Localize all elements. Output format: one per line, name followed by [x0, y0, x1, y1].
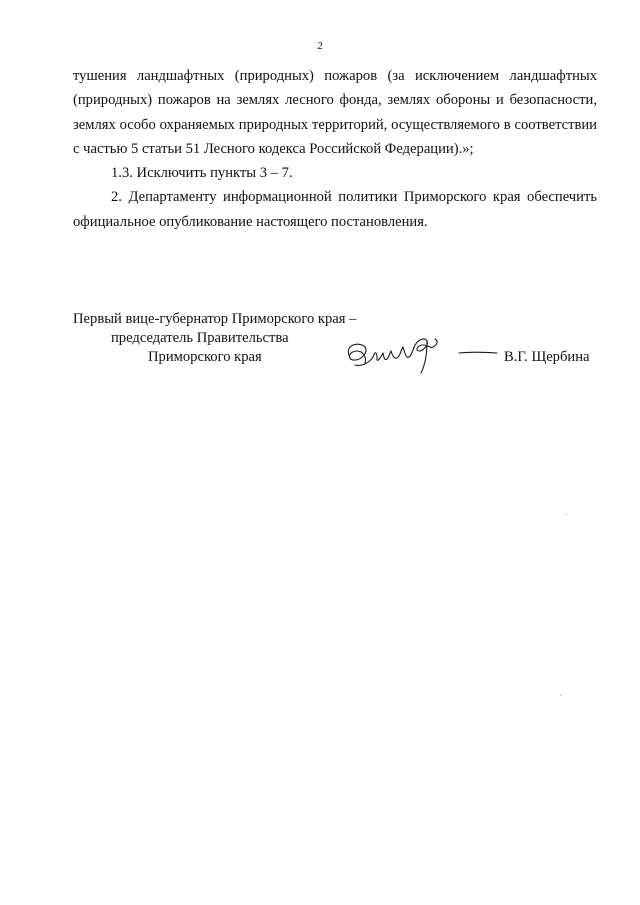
paragraph-item-2: 2. Департаменту информационной политики Приморского края обеспечить официальное опубликование настоящего постановления. [73, 189, 597, 230]
document-body [73, 64, 597, 234]
signer-title-line-1: Первый вице-губернатор Приморского края – [73, 311, 357, 327]
scan-speck [566, 514, 567, 515]
signature-block [73, 309, 597, 379]
paragraph-item-1-3: 1.3. Исключить пункты 3 – 7. [111, 165, 293, 182]
signer-name: В.Г. Щербина [504, 349, 590, 365]
signer-title-line-3: Приморского края [148, 349, 262, 365]
signer-title-line-2: председатель Правительства [111, 330, 289, 346]
handwritten-signature [343, 327, 503, 381]
page-number: 2 [317, 40, 323, 52]
paragraph-continuation: тушения ландшафтных (природных) пожаров (за исключением ландшафтных (природных) пожаров на землях лесного фонда, землях обороны и безопасности, землях особо охраняемых природных территорий, осуществляемого в соответствии с частью 5 статьи 51 Лесного кодекса Российской Федерации).»; [73, 68, 597, 157]
scan-speck [560, 695, 561, 696]
